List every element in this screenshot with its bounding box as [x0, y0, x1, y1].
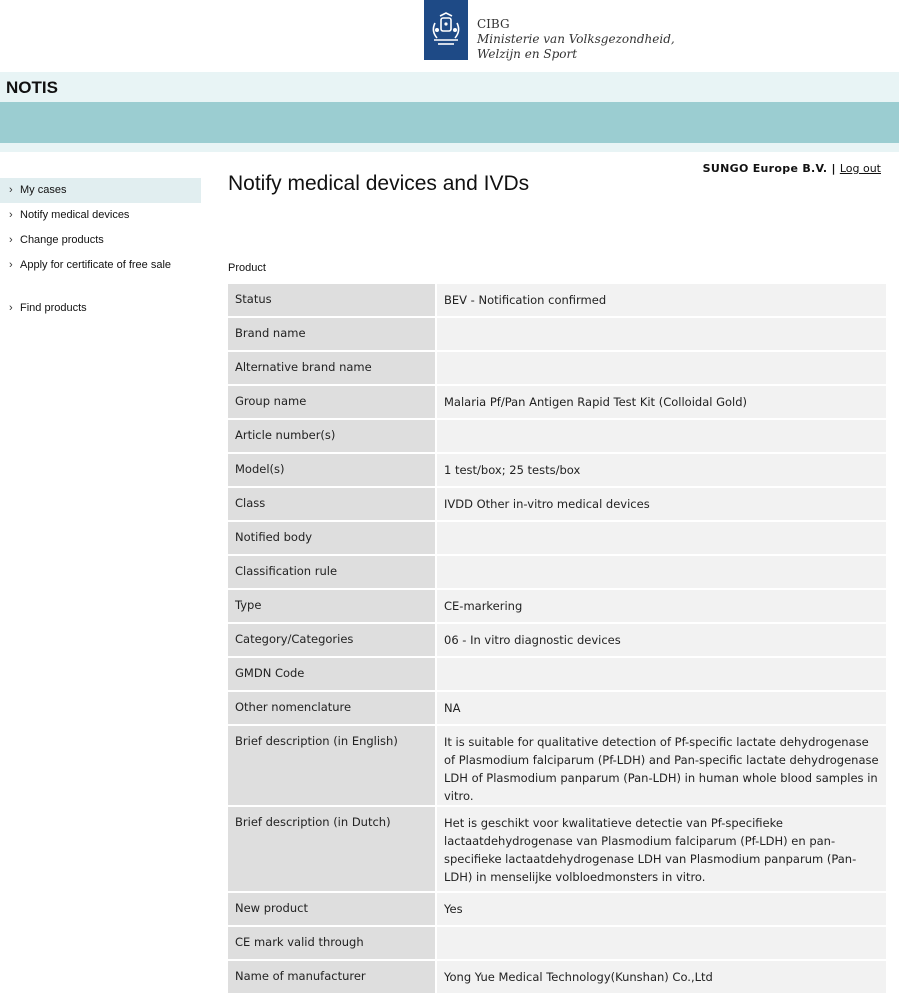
- row-value: IVDD Other in-vitro medical devices: [437, 488, 886, 522]
- table-row: [228, 590, 886, 624]
- row-label: Brief description (in Dutch): [228, 807, 437, 893]
- row-label: New product: [228, 893, 437, 927]
- row-value: 06 - In vitro diagnostic devices: [437, 624, 886, 658]
- row-label: Model(s): [228, 454, 437, 488]
- app-title: NOTIS: [6, 78, 58, 97]
- row-value: [437, 420, 886, 454]
- page-title: Notify medical devices and IVDs: [228, 172, 530, 195]
- row-label: Article number(s): [228, 420, 437, 454]
- row-label: GMDN Code: [228, 658, 437, 692]
- chevron-right-icon: ›: [9, 234, 13, 246]
- table-row: [228, 420, 886, 454]
- table-row: [228, 726, 886, 807]
- row-value: It is suitable for qualitative detection of Pf-specific lactate dehydrogenase of Plasmodium falciparum (Pf-LDH) and Pan-specific lactate dehydrogenase LDH of Plasmodium panparum (Pan-LDH) in human whole blood samples in vitro.: [437, 726, 886, 807]
- row-value: [437, 658, 886, 692]
- coat-of-arms-icon: [424, 0, 468, 60]
- row-label: Status: [228, 284, 437, 318]
- sidebar-item-label: Apply for certificate of free sale: [20, 259, 172, 271]
- app-title-bar: [0, 72, 899, 102]
- row-value: [437, 927, 886, 961]
- logout-link[interactable]: Log out: [839, 162, 881, 175]
- sidebar-item-change-products[interactable]: [0, 228, 201, 253]
- row-value: [437, 318, 886, 352]
- row-value: Malaria Pf/Pan Antigen Rapid Test Kit (Colloidal Gold): [437, 386, 886, 420]
- header-divider: [0, 143, 899, 152]
- table-row: [228, 488, 886, 522]
- row-value: [437, 556, 886, 590]
- section-heading: Product: [228, 262, 266, 274]
- company-name: SUNGO Europe B.V. |: [702, 162, 836, 175]
- sidebar-item-label: Notify medical devices: [20, 209, 130, 221]
- row-label: CE mark valid through: [228, 927, 437, 961]
- chevron-right-icon: ›: [9, 184, 13, 196]
- table-row: [228, 454, 886, 488]
- cibg-logo[interactable]: [424, 0, 675, 60]
- sidebar-nav: [0, 178, 201, 321]
- sidebar-item-notify-medical-devices[interactable]: [0, 203, 201, 228]
- row-label: Class: [228, 488, 437, 522]
- row-value: Het is geschikt voor kwalitatieve detectie van Pf-specifieke lactaatdehydrogenase van Plasmodium falciparum (Pf-LDH) en pan-specifieke lactaatdehydrogenase LDH van Plasmodium panparum (Pan-LDH) in menselijke volbloedmonsters in vitro.: [437, 807, 886, 893]
- sidebar-item-label: Find products: [20, 302, 87, 314]
- chevron-right-icon: ›: [9, 259, 13, 271]
- sidebar-item-my-cases[interactable]: [0, 178, 201, 203]
- ministry-wordmark: [477, 17, 675, 62]
- row-value: Yes: [437, 893, 886, 927]
- row-value: Yong Yue Medical Technology(Kunshan) Co.,Ltd: [437, 961, 886, 995]
- row-value: [437, 522, 886, 556]
- header-band: [0, 102, 899, 143]
- table-row: [228, 352, 886, 386]
- table-row: [228, 318, 886, 352]
- sidebar-item-find-products[interactable]: [0, 296, 201, 321]
- table-row: [228, 556, 886, 590]
- product-table: [228, 284, 886, 995]
- user-info: [703, 162, 881, 175]
- ministry-line-1: Ministerie van Volksgezondheid,: [477, 32, 675, 46]
- table-row: [228, 284, 886, 318]
- sidebar-item-label: My cases: [20, 184, 67, 196]
- sidebar-item-label: Change products: [20, 234, 104, 246]
- row-value: CE-markering: [437, 590, 886, 624]
- row-value: BEV - Notification confirmed: [437, 284, 886, 318]
- table-row: [228, 927, 886, 961]
- row-label: Alternative brand name: [228, 352, 437, 386]
- row-label: Group name: [228, 386, 437, 420]
- table-row: [228, 522, 886, 556]
- table-row: [228, 386, 886, 420]
- row-label: Classification rule: [228, 556, 437, 590]
- row-value: 1 test/box; 25 tests/box: [437, 454, 886, 488]
- table-row: [228, 692, 886, 726]
- sidebar-item-certificate-free-sale[interactable]: [0, 253, 201, 278]
- row-label: Name of manufacturer: [228, 961, 437, 995]
- table-row: [228, 624, 886, 658]
- row-value: NA: [437, 692, 886, 726]
- chevron-right-icon: ›: [9, 302, 13, 314]
- row-value: [437, 352, 886, 386]
- table-row: [228, 961, 886, 995]
- row-label: Brief description (in English): [228, 726, 437, 807]
- ministry-line-2: Welzijn en Sport: [477, 47, 578, 61]
- row-label: Type: [228, 590, 437, 624]
- table-row: [228, 807, 886, 893]
- org-name: CIBG: [477, 17, 510, 31]
- table-row: [228, 658, 886, 692]
- row-label: Brand name: [228, 318, 437, 352]
- row-label: Category/Categories: [228, 624, 437, 658]
- chevron-right-icon: ›: [9, 209, 13, 221]
- table-row: [228, 893, 886, 927]
- row-label: Other nomenclature: [228, 692, 437, 726]
- row-label: Notified body: [228, 522, 437, 556]
